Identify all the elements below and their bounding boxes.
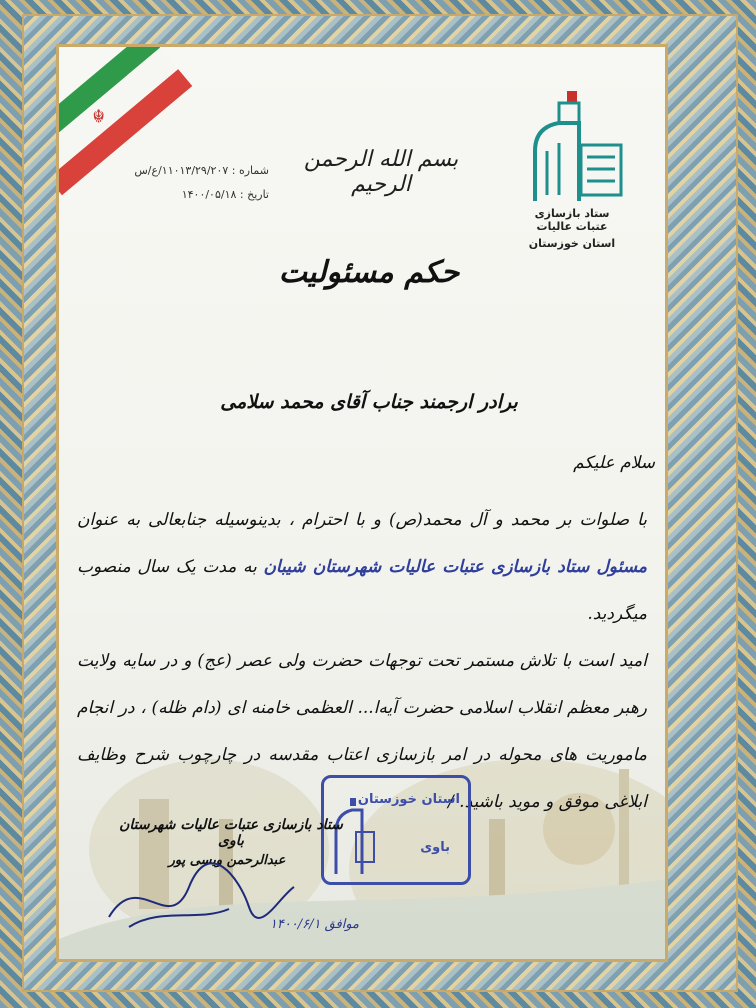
paragraph-appointment-start: با صلوات بر محمد و آل محمد(ص) و با احترام ، بدینوسیله جنابعالی به عنوان	[77, 510, 647, 530]
document-meta	[89, 159, 269, 207]
document-title: حکم مسئولیت	[278, 255, 460, 290]
certificate-paper	[56, 44, 668, 962]
date-row	[89, 183, 269, 207]
number-label: شماره :	[231, 164, 269, 177]
paragraph-appointment-end: به مدت یک سال منصوب میگردید.	[77, 557, 647, 624]
organization-logo	[517, 91, 627, 261]
date-value: ۱۴۰۰/۰۵/۱۸	[181, 188, 237, 201]
appointment-position: مسئول ستاد بازسازی عتبات عالیات شهرستان شیبان	[263, 557, 647, 577]
greeting: سلام علیکم	[573, 453, 655, 473]
date-label: تاریخ :	[239, 188, 269, 201]
paragraph-wishes: امید است با تلاش مستمر تحت توجهات حضرت ولی عصر (عج) و در سایه ولایت رهبر معظم انقلاب اسلامی حضرت آیه‌ا... العظمی خامنه ای (دام ظله) ، در انجام ماموریت های محوله در امر بازسازی اعتاب مقدسه در چارچوب شرح وظایف ابلاغی موفق و موید باشید. /	[77, 651, 647, 812]
signatory-organization: ستاد بازسازی عتبات عالیات شهرستان باوی	[119, 817, 343, 849]
iran-emblem-icon: ☬	[92, 106, 106, 128]
stamp-city: باوی	[420, 840, 450, 855]
number-value: ۱۱۰۱۳/۲۹/۲۰۷/ع/س	[134, 164, 229, 177]
signatory-name: عبدالرحمن ویسی پور	[168, 853, 286, 868]
addressee-line: برادر ارجمند جناب آقای محمد سلامی	[220, 391, 518, 413]
shrine-logo-icon	[517, 91, 627, 203]
handwritten-note: موافق ۱۴۰۰/۶/۱	[269, 917, 359, 932]
number-row	[89, 159, 269, 183]
paragraph-appointment	[77, 497, 647, 638]
organization-name: ستاد بازسازی عتبات عالیات	[534, 207, 610, 233]
organization-province: استان خوزستان	[528, 237, 616, 250]
bismillah-calligraphy: بسم الله الرحمن الرحیم	[303, 147, 459, 197]
stamp-province: استان خوزستان	[357, 792, 460, 807]
